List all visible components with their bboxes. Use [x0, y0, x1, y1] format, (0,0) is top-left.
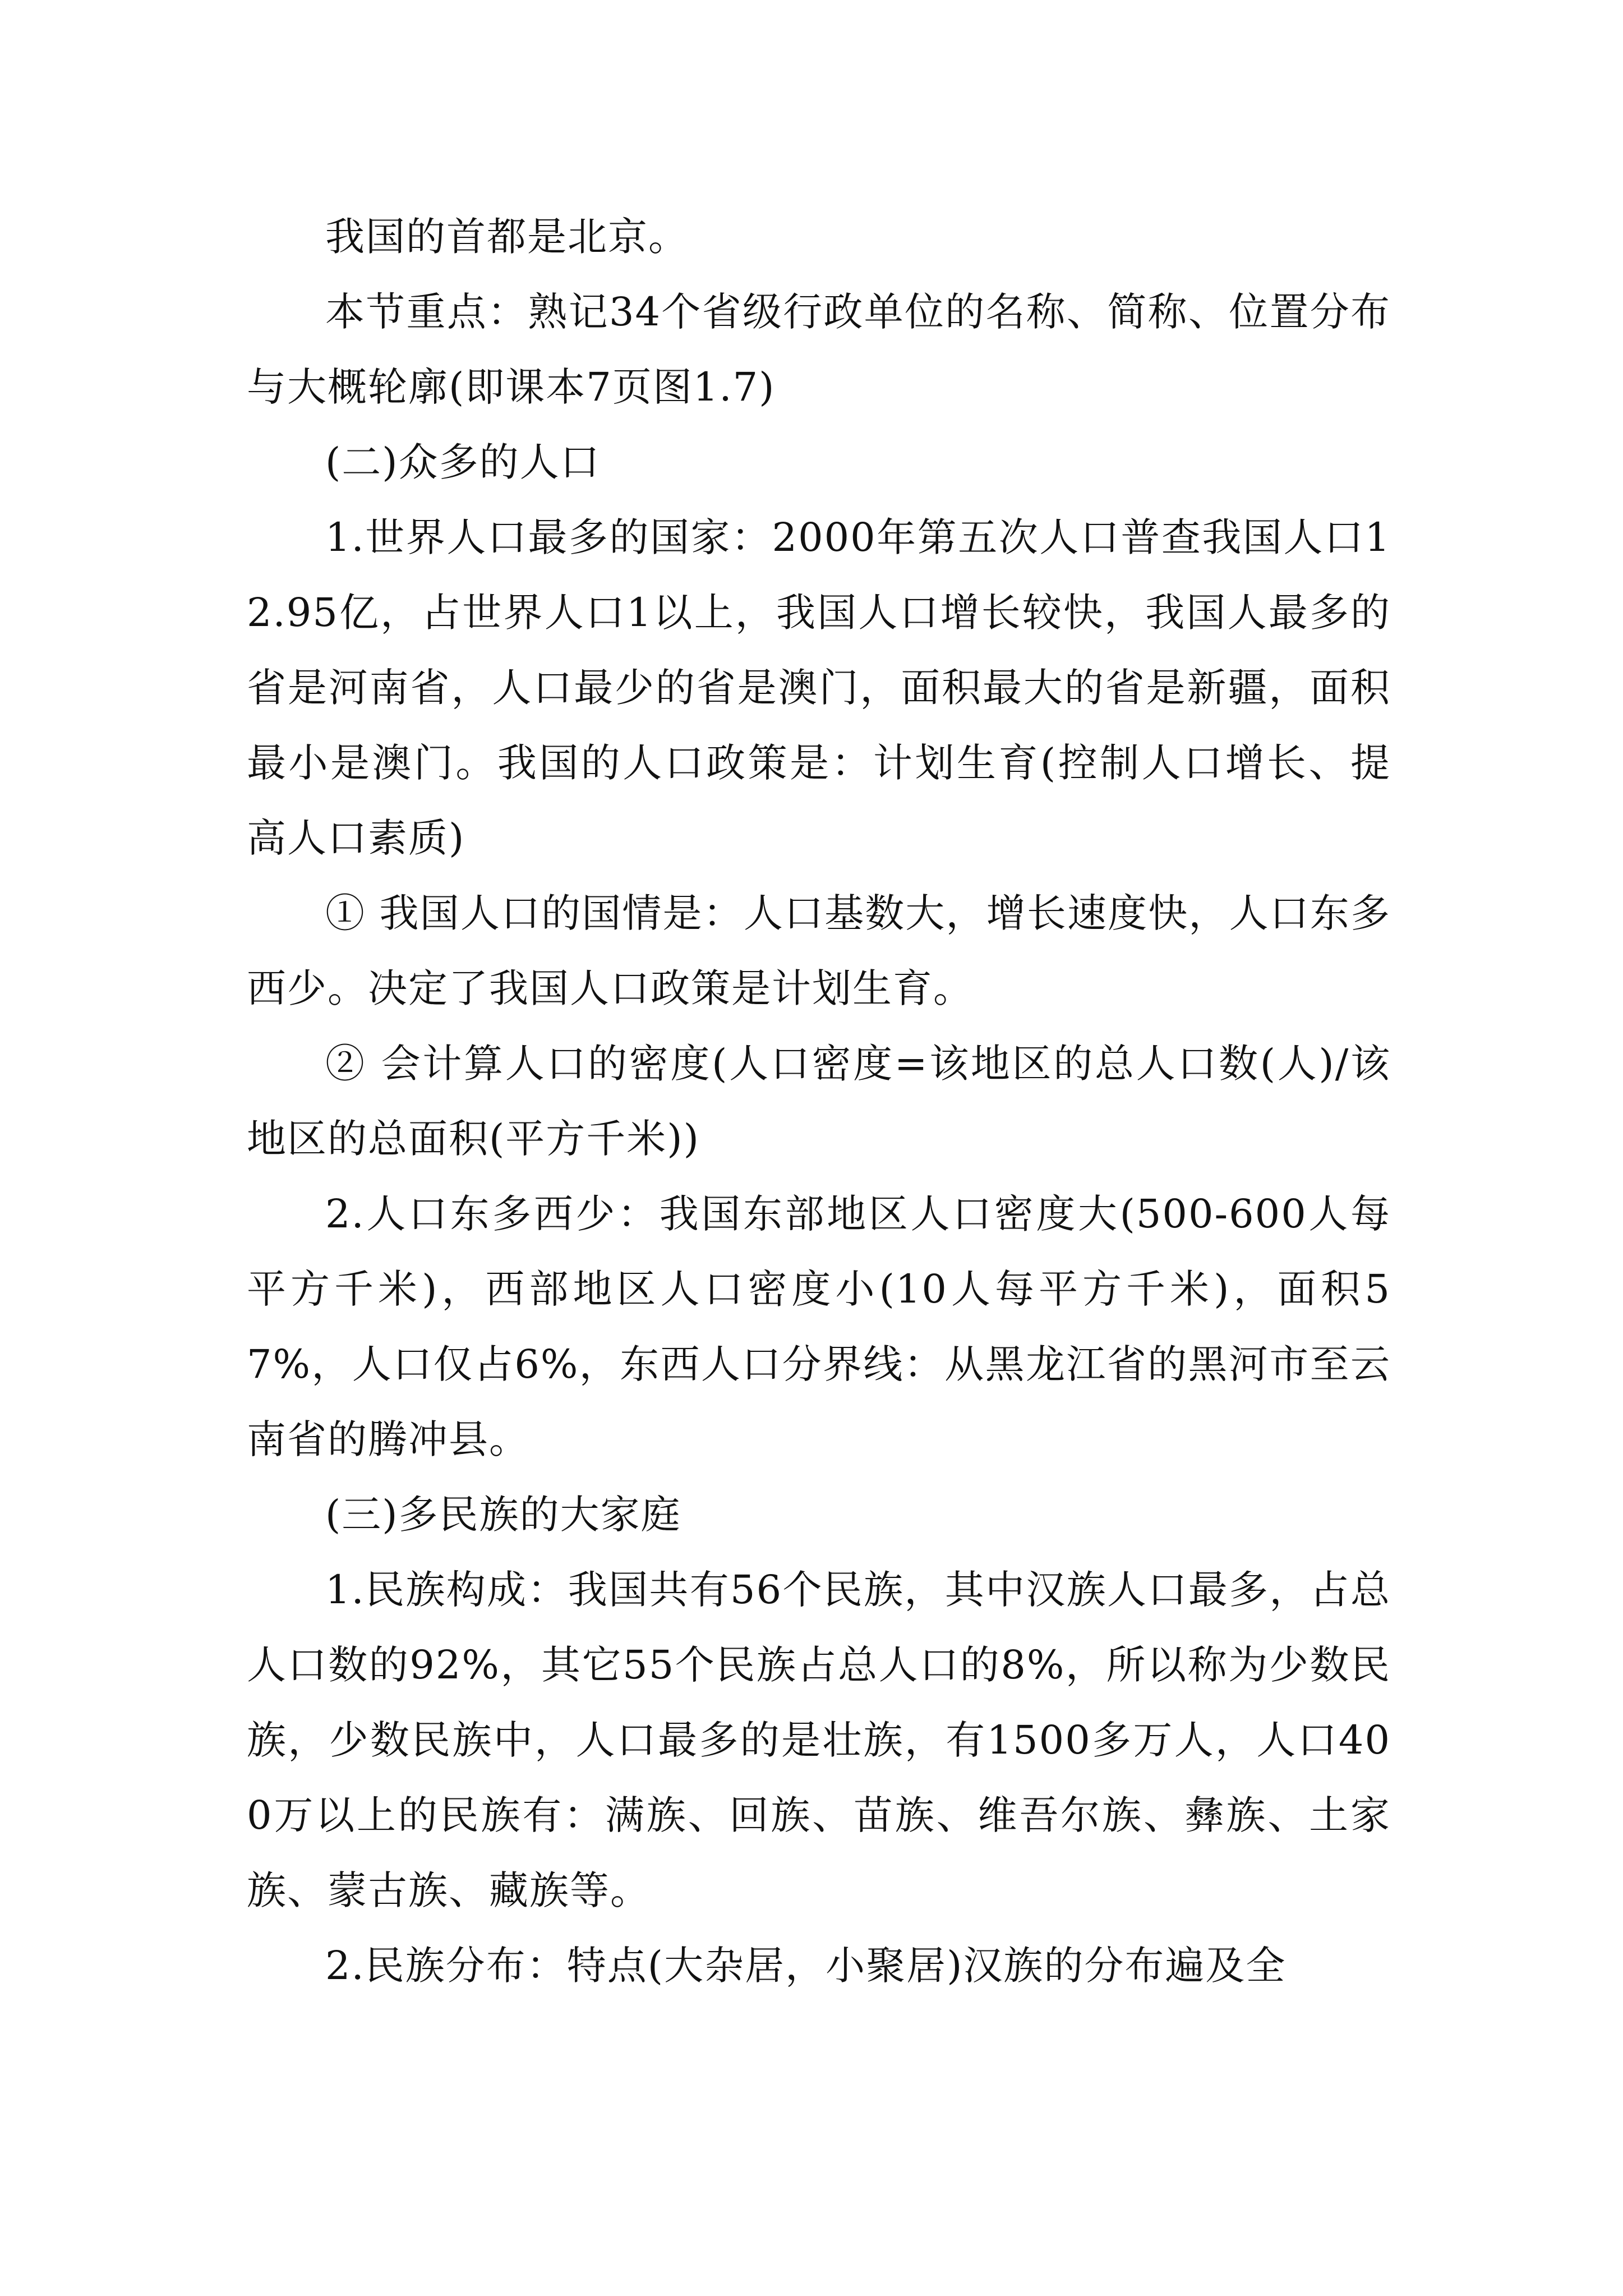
paragraph-population-largest: 1.世界人口最多的国家：2000年第五次人口普查我国人口12.95亿，占世界人口1以上，我国人口增长较快，我国人最多的省是河南省，人口最少的省是澳门，面积最大的省是新疆，面积最小是澳门。我国的人口政策是：计划生育(控制人口增长、提高人口素质) [247, 514, 1391, 861]
section-heading-ethnic-groups: (三)多民族的大家庭 [325, 1492, 681, 1538]
paragraph-population-situation: ① 我国人口的国情是：人口基数大，增长速度快，人口东多西少。决定了我国人口政策是计划生育。 [247, 890, 1391, 1011]
paragraph-capital: 我国的首都是北京。 [325, 214, 689, 260]
paragraph-key-points: 本节重点：熟记34个省级行政单位的名称、简称、位置分布与大概轮廓(即课本7页图1.7) [247, 289, 1391, 410]
document-body [247, 199, 1391, 2003]
paragraph-east-west-distribution: 2.人口东多西少：我国东部地区人口密度大(500-600人每平方千米)，西部地区人口密度小(10人每平方千米)，面积57%，人口仅占6%，东西人口分界线：从黑龙江省的黑河市至云南省的腾冲县。 [247, 1191, 1391, 1462]
section-heading-population: (二)众多的人口 [325, 439, 601, 485]
paragraph-ethnic-distribution: 2.民族分布：特点(大杂居，小聚居)汉族的分布遍及全 [325, 1943, 1287, 1989]
paragraph-population-density: ② 会计算人口的密度(人口密度=该地区的总人口数(人)/该地区的总面积(平方千米)) [247, 1041, 1391, 1162]
paragraph-ethnic-composition: 1.民族构成：我国共有56个民族，其中汉族人口最多，占总人口数的92%，其它55个民族占总人口的8%，所以称为少数民族，少数民族中，人口最多的是壮族，有1500多万人，人口400万以上的民族有：满族、回族、苗族、维吾尔族、彝族、土家族、蒙古族、藏族等。 [247, 1567, 1391, 1913]
